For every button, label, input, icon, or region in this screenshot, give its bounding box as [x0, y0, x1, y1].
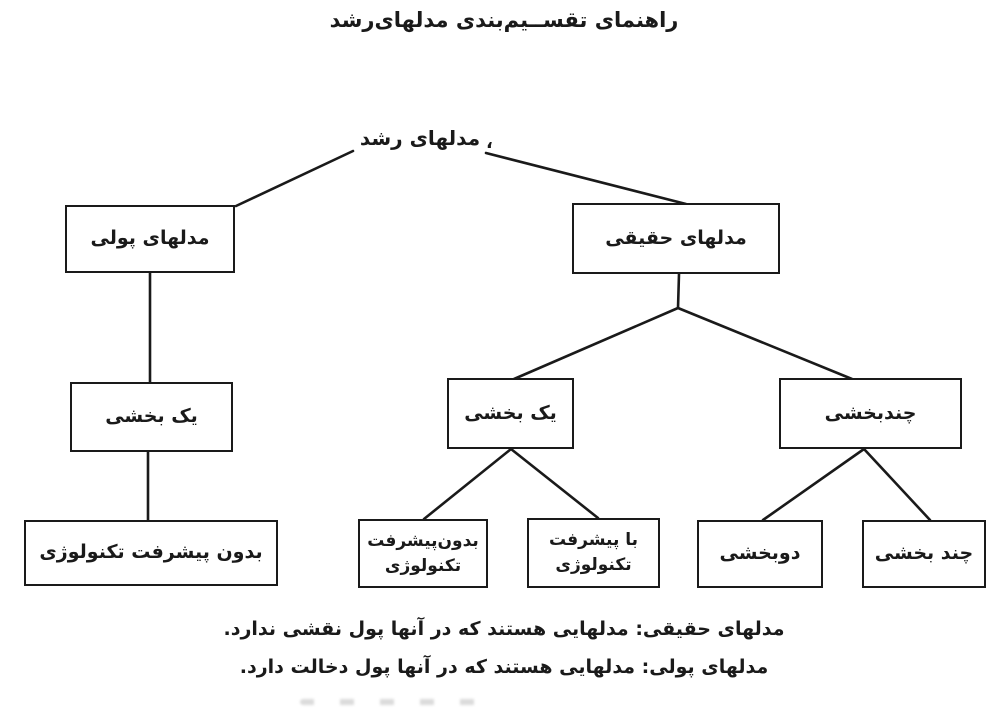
diagram-title: راهنمای تقســیم‌بندی مدلهای‌رشد	[329, 8, 679, 32]
node-with-tech-progress	[527, 518, 660, 588]
edge-real-multisector	[678, 308, 852, 379]
node-real-models	[572, 203, 780, 274]
edge-onesector-withtech	[511, 449, 598, 518]
edge-onesector-notechmid	[424, 449, 511, 519]
node-two-sector	[697, 520, 823, 588]
node-growth-models-root: مدلهای رشد	[359, 126, 481, 150]
node-label-line1: با پیشرفت	[549, 530, 639, 551]
root-comma-mark: ،	[486, 132, 493, 153]
footnote-real-models: مدلهای حقیقی: مدلهایی هستند که در آنها پول نقشی ندارد.	[223, 618, 785, 640]
edge-real-onesector	[514, 308, 678, 379]
node-label: چندبخشی	[824, 401, 917, 424]
edge-multi-multileaf	[864, 449, 930, 520]
edge-root-real	[486, 153, 686, 204]
footnote-monetary-models: مدلهای پولی: مدلهایی هستند که در آنها پول دخالت دارد.	[239, 656, 769, 678]
node-no-tech-progress-real	[358, 519, 488, 588]
node-one-sector-monetary	[70, 382, 233, 452]
node-label: چند بخشی	[874, 542, 974, 565]
node-label: دوبخشی	[719, 542, 801, 565]
edge-multi-twosector	[763, 449, 864, 520]
node-label: یک بخشی	[464, 401, 557, 424]
edge-root-monetary	[236, 151, 353, 206]
node-one-sector-real	[447, 378, 574, 449]
edge-real-stub	[678, 274, 679, 308]
node-monetary-models	[65, 205, 235, 273]
scan-artifact	[300, 699, 500, 705]
node-label: مدلهای پولی	[90, 227, 210, 250]
footnotes	[0, 610, 1008, 686]
node-multi-sector-leaf	[862, 520, 986, 588]
node-no-tech-progress-monetary	[24, 520, 278, 586]
node-label: مدلهای حقیقی	[605, 226, 747, 249]
node-label-line1: بدون‌پیشرفت	[367, 530, 479, 551]
node-label-line2: تکنولوژی	[384, 555, 462, 576]
node-multi-sector	[779, 378, 962, 449]
node-label: بدون پیشرفت تکنولوژی	[39, 541, 263, 564]
node-label-line2: تکنولوژی	[555, 555, 632, 575]
node-label: یک بخشی	[105, 405, 198, 428]
